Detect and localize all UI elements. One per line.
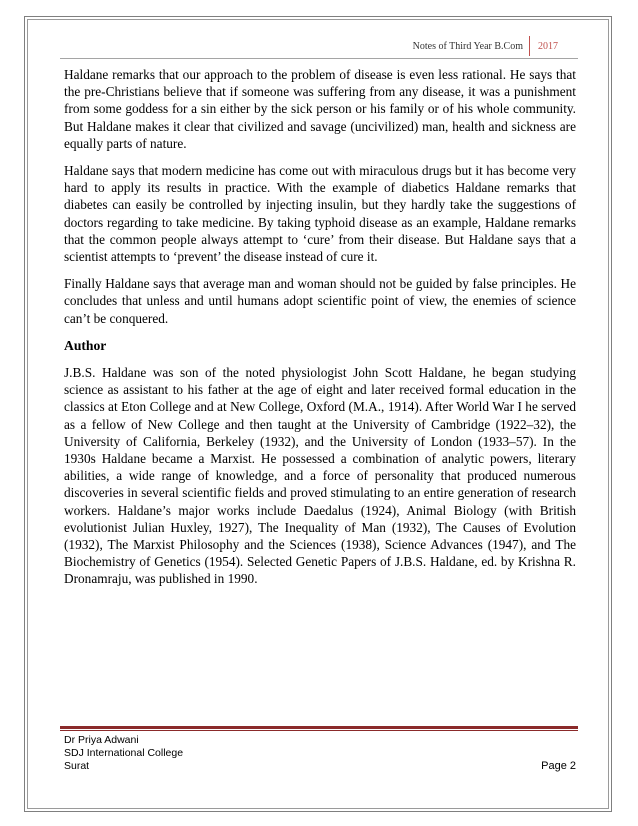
header-title: Notes of Third Year B.Com — [412, 40, 523, 52]
page-footer — [64, 734, 576, 773]
page-header — [413, 36, 558, 56]
header-divider — [60, 58, 578, 59]
paragraph-author-bio: J.B.S. Haldane was son of the noted physiologist John Scott Haldane, he began studying science as assistant to his father at the age of eight and later received formal education in the classics at Eton College and at New College, Oxford (M.A., 1914). After World War I he served as a fellow of New College and then taught at the University of Cambridge (1922–32), the University of California, Berkeley (1932), and the University of London (1933–57). In the 1930s Haldane became a Marxist. He possessed a combination of analytic powers, literary abilities, a wide range of knowledge, and a force of personality that produced numerous discoveries in several scientific fields and proved stimulating to an entire generation of research workers. Haldane’s major works include Daedalus (1924), Animal Biology (with British evolutionist Julian Huxley, 1927), The Inequality of Man (1932), The Causes of Evolution (1932), The Marxist Philosophy and the Sciences (1938), Science Advances (1947), and The Biochemistry of Genetics (1954). Selected Genetic Papers of J.B.S. Haldane, ed. by Krishna R. Dronamraju, was published in 1990. — [64, 365, 576, 587]
header-year: 2017 — [538, 40, 558, 52]
footer-rule — [60, 726, 578, 729]
paragraph-modern-medicine: Haldane says that modern medicine has come out with miraculous drugs but it has become very hard to apply its results in practice. With the example of diabetics Haldane remarks that diabetes can easily be controlled by injecting insulin, but they hardly take the suggestions of doctors regarding to take medicine. By taking typhoid disease as an example, Haldane remarks that the common people always attempt to ‘cure’ from their disease. But Haldane says that a scientist attempts to ‘prevent’ the disease instead of cure it. — [64, 163, 576, 265]
document-body — [64, 66, 576, 598]
footer-city: Surat — [64, 760, 90, 772]
footer-rule-thin — [60, 730, 578, 731]
footer-college: SDJ International College — [64, 747, 184, 759]
section-heading-author: Author — [64, 337, 107, 353]
paragraph-conclusion: Finally Haldane says that average man and woman should not be guided by false principles. He concludes that unless and until humans adopt scientific point of view, the enemies of science can’t be conquered. — [64, 276, 576, 326]
header-separator — [529, 36, 530, 56]
footer-author: Dr Priya Adwani — [64, 734, 139, 746]
page-number: Page 2 — [541, 760, 576, 772]
paragraph-disease-approach: Haldane remarks that our approach to the problem of disease is even less rational. He says that the pre-Christians believe that if someone was suffering from any disease, it was a punishment from some goddess for a sin either by the sick person or his family or of his whole community. But Haldane makes it clear that civilized and savage (uncivilized) man, health and sickness are equally parts of nature. — [64, 67, 576, 151]
